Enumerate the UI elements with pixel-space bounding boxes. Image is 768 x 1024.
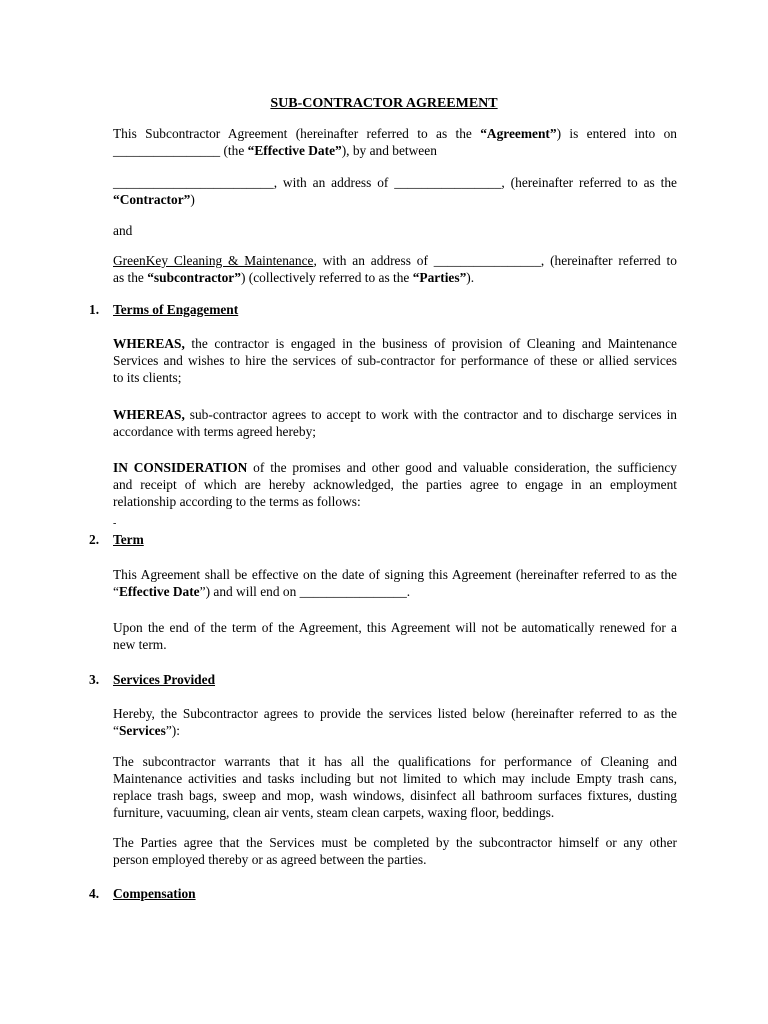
intro-line-2: ________________ (the “Effective Date”), by and between: [113, 143, 437, 158]
section-heading-3: 3. Services Provided: [89, 672, 216, 687]
section-heading-2: 2. Term: [89, 532, 144, 547]
services-paragraph-2: [113, 753, 677, 821]
term-paragraph-1: [113, 566, 677, 600]
consideration-paragraph: [113, 459, 677, 510]
whereas-1-line-3: to its clients;: [113, 370, 182, 385]
term-1-line-1: This Agreement shall be effective on the date of signing this Agreement (hereinafter referred to as the: [113, 567, 677, 582]
subcontractor-line-2: as the “subcontractor”) (collectively referred to as the “Parties”).: [113, 270, 475, 285]
and-text: and: [113, 223, 133, 238]
document-title: SUB-CONTRACTOR AGREEMENT: [270, 96, 498, 111]
section-heading-4: 4. Compensation: [89, 886, 196, 901]
whereas-paragraph-2: [113, 406, 677, 440]
intro-paragraph: [113, 125, 677, 159]
services-1-line-2: “Services”):: [113, 723, 180, 738]
services-3-line-2: person employed thereby or as agreed between the parties.: [113, 852, 427, 867]
contractor-line-1: ________________________, with an address of ________________, (hereinafter referred to as the: [113, 175, 677, 190]
services-2-line-2: Maintenance activities and tasks including but not limited to which may include Empty trash cans,: [113, 771, 677, 786]
term-2-line-1: Upon the end of the term of the Agreement, this Agreement will not be automatically renewed for a: [113, 620, 677, 635]
whereas-2-line-1: WHEREAS, sub-contractor agrees to accept to work with the contractor and to discharge services in: [113, 407, 677, 422]
subcontractor-line-1: GreenKey Cleaning & Maintenance, with an address of ________________, (hereinafter referred to: [113, 253, 677, 268]
consideration-line-1: IN CONSIDERATION of the promises and other good and valuable consideration, the sufficiency: [113, 460, 677, 475]
whereas-1-line-2: Services and wishes to hire the services of sub-contractor for performance of these or allied services: [113, 353, 677, 368]
services-3-line-1: The Parties agree that the Services must be completed by the subcontractor himself or any other: [113, 835, 677, 850]
services-2-line-1: The subcontractor warrants that it has all the qualifications for performance of Cleaning and: [113, 754, 677, 769]
services-2-line-4: furniture, vacuuming, clean air vents, steam clean carpets, waxing floor, beddings.: [113, 805, 555, 820]
whereas-1-line-1: WHEREAS, the contractor is engaged in the business of provision of Cleaning and Maintenance: [113, 336, 677, 351]
term-2-line-2: new term.: [113, 637, 167, 652]
subcontractor-paragraph: [113, 252, 677, 286]
term-paragraph-2: [113, 619, 677, 653]
term-1-line-2: “Effective Date”) and will end on ________________.: [113, 584, 411, 599]
whereas-paragraph-1: [113, 335, 677, 386]
intro-line-1: This Subcontractor Agreement (hereinafter referred to as the “Agreement”) is entered into on: [113, 126, 677, 141]
section-heading-1: 1. Terms of Engagement: [89, 302, 239, 317]
consideration-line-2: and receipt of which are hereby acknowledged, the parties agree to engage in an employment: [113, 477, 677, 492]
services-paragraph-3: [113, 834, 677, 868]
contractor-paragraph: [113, 174, 677, 208]
services-2-line-3: replace trash bags, sweep and mop, wash windows, disinfect all bathroom surfaces fixtures, dusting: [113, 788, 677, 803]
contractor-line-2: “Contractor”): [113, 192, 195, 207]
subcontractor-name: GreenKey Cleaning & Maintenance: [113, 253, 314, 268]
whereas-2-line-2: accordance with terms agreed hereby;: [113, 424, 316, 439]
services-paragraph-1: [113, 705, 677, 739]
services-1-line-1: Hereby, the Subcontractor agrees to provide the services listed below (hereinafter referred to as the: [113, 706, 677, 721]
list-marker: -: [113, 518, 117, 529]
consideration-line-3: relationship according to the terms as follows:: [113, 494, 361, 509]
